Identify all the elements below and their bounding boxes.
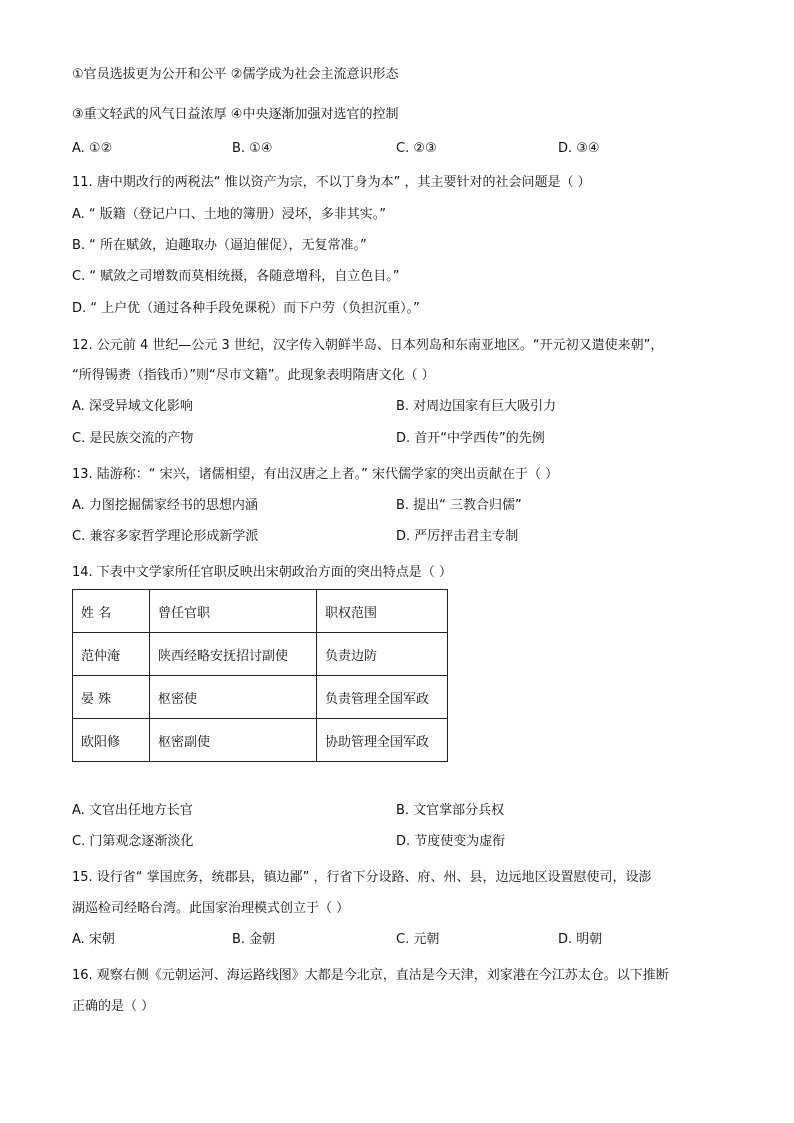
q14-option-d: D. 节度使变为虚衔 — [396, 834, 506, 849]
table-row — [73, 633, 448, 676]
q12-stem-line-1: 12. 公元前 4 世纪—公元 3 世纪，汉字传入朝鲜半岛、日本列岛和东南亚地区。“开元初又遣使来朝”， — [72, 338, 664, 353]
q11-option-d: D. “ 上户优（通过各种手段免课税）而下户劳（负担沉重）。” — [72, 301, 420, 316]
q13-option-a: A. 力图挖掘儒家经书的思想内涵 — [72, 498, 258, 513]
table-cell: 晏 殊 — [73, 676, 150, 719]
q13-option-b: B. 提出“ 三教合归儒” — [396, 498, 522, 513]
q10-option-b: B. ①④ — [232, 141, 273, 156]
table-header-position: 曾任官职 — [150, 590, 317, 633]
table-header-scope: 职权范围 — [317, 590, 448, 633]
table-header-name: 姓 名 — [73, 590, 150, 633]
q11-option-a: A. “ 版籍（登记户口、土地的簿册）浸坏，多非其实。” — [72, 207, 387, 222]
table-cell: 负责边防 — [317, 633, 448, 676]
statement-line-2: ③重文轻武的风气日益浓厚 ④中央逐渐加强对选官的控制 — [72, 107, 399, 122]
table-cell: 陕西经略安抚招讨副使 — [150, 633, 317, 676]
q14-option-a: A. 文官出任地方长官 — [72, 803, 193, 818]
q14-option-b: B. 文官掌部分兵权 — [396, 803, 505, 818]
q15-stem-line-1: 15. 设行省“ 掌国庶务，统郡县，镇边鄙” ，行省下分设路、府、州、县，边远地区设置慰使司，设澎 — [72, 870, 652, 885]
q14-option-c: C. 门第观念逐渐淡化 — [72, 834, 194, 849]
q13-option-d: D. 严厉抨击君主专制 — [396, 529, 519, 544]
official-positions-table — [72, 589, 448, 762]
statement-line-1: ①官员选拔更为公开和公平 ②儒学成为社会主流意识形态 — [72, 67, 399, 82]
q15-option-d: D. 明朝 — [558, 932, 603, 947]
table-cell: 协助管理全国军政 — [317, 719, 448, 762]
table-cell: 枢密副使 — [150, 719, 317, 762]
q12-option-d: D. 首开“中学西传”的先例 — [396, 431, 545, 446]
q13-stem: 13. 陆游称：“ 宋兴，诸儒相望，有出汉唐之上者。” 宋代儒学家的突出贡献在于（ ） — [72, 467, 559, 482]
table-row — [73, 719, 448, 762]
q12-option-a: A. 深受异域文化影响 — [72, 399, 193, 414]
q12-option-c: C. 是民族交流的产物 — [72, 431, 194, 446]
table-cell: 负责管理全国军政 — [317, 676, 448, 719]
table-cell: 范仲淹 — [73, 633, 150, 676]
q12-option-b: B. 对周边国家有巨大吸引力 — [396, 399, 557, 414]
q16-stem-line-1: 16. 观察右侧《元朝运河、海运路线图》大都是今北京，直沽是今天津，刘家港在今江苏太仓。以下推断 — [72, 968, 669, 983]
q15-stem-line-2: 湖巡检司经略台湾。此国家治理模式创立于（ ） — [72, 901, 350, 916]
q11-stem: 11. 唐中期改行的两税法“ 惟以资产为宗，不以丁身为本” ，其主要针对的社会问题是（ ） — [72, 175, 591, 190]
q14-stem: 14. 下表中文学家所任官职反映出宋朝政治方面的突出特点是（ ） — [72, 565, 452, 580]
q12-stem-line-2: “所得锡赉（指钱币）”则“尽市文籍”。此现象表明隋唐文化（ ） — [72, 368, 435, 383]
q10-option-a: A. ①② — [72, 141, 113, 156]
q13-option-c: C. 兼容多家哲学理论形成新学派 — [72, 529, 259, 544]
q11-option-c: C. “ 赋敛之司增数而莫相统摄，各随意增科，自立色目。” — [72, 269, 400, 284]
table-row — [73, 676, 448, 719]
q16-stem-line-2: 正确的是（ ） — [72, 999, 155, 1014]
q11-option-b: B. “ 所在赋敛，迫趣取办（逼迫催促），无复常准。” — [72, 238, 367, 253]
q15-option-b: B. 金朝 — [232, 932, 276, 947]
q15-option-c: C. 元朝 — [396, 932, 440, 947]
table-cell: 欧阳修 — [73, 719, 150, 762]
q10-option-d: D. ③④ — [558, 141, 600, 156]
table-header-row — [73, 590, 448, 633]
table-cell: 枢密使 — [150, 676, 317, 719]
q15-option-a: A. 宋朝 — [72, 932, 115, 947]
q10-option-c: C. ②③ — [396, 141, 437, 156]
